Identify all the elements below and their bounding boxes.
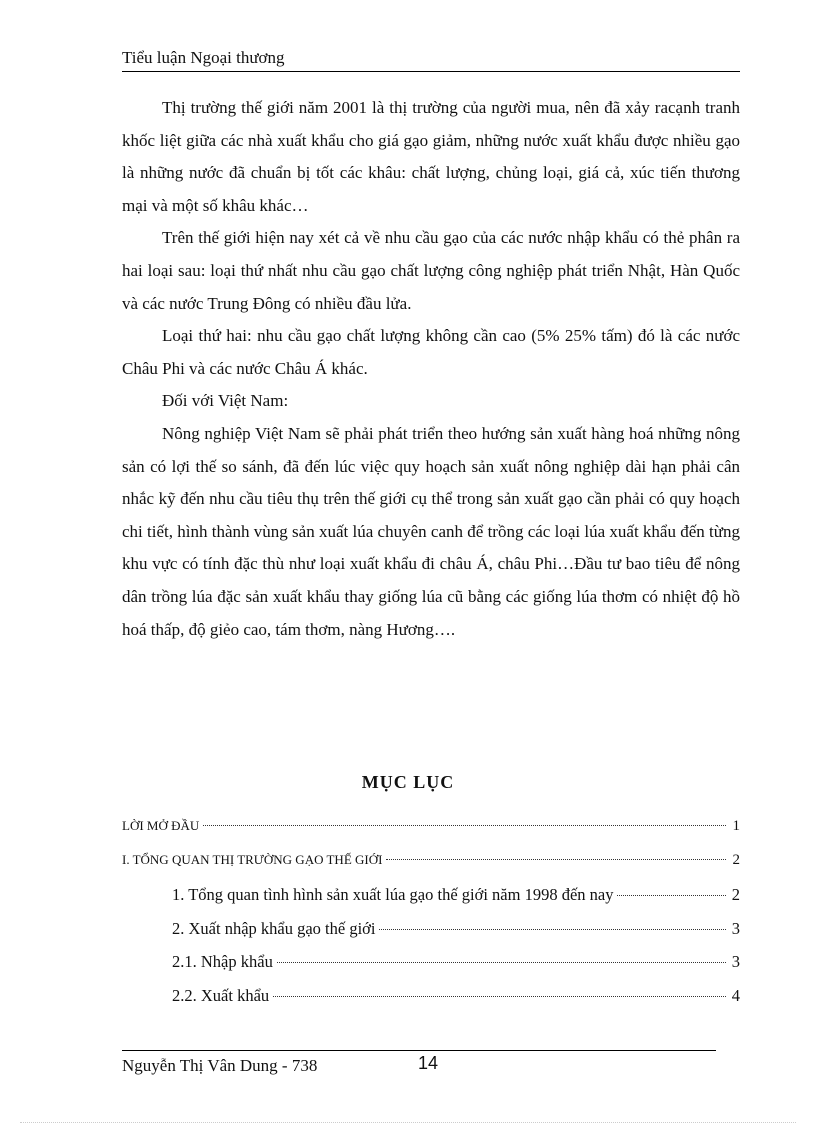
paragraph: Thị trường thế giới năm 2001 là thị trường của người mua, nên đã xảy racạnh tranh khốc liệt giữa các nhà xuất khẩu cho giá gạo giảm, những nước xuất khẩu được nhiều gạo là những nước đã chuẩn bị tốt các khâu: chất lượng, chủng loại, giá cả, xúc tiến thương mại và một số khâu khác… [122,98,740,215]
paragraph: Đối với Việt Nam: [162,391,289,411]
toc-entry-page: 3 [731,952,740,971]
footer-author: Nguyễn Thị Vân Dung - 738 [122,1056,318,1075]
toc-entry-page: 1 [732,818,740,834]
page-number: 14 [418,1053,439,1073]
toc-entry-label: 2.2. Xuất khẩu [172,985,270,1005]
header-title: Tiểu luận Ngoại thương [122,48,285,67]
toc-leader-dots [379,929,726,930]
toc-entry[interactable] [122,919,740,953]
page-header [122,48,740,72]
toc-entry[interactable] [122,852,740,886]
body-text [122,92,740,646]
toc-leader-dots [277,962,726,963]
toc-leader-dots [386,859,726,860]
toc-entry[interactable] [122,952,740,986]
paragraph: Nông nghiệp Việt Nam sẽ phải phát triển theo hướng sản xuất hàng hoá những nông sản có lợi thế so sánh, đã đến lúc việc quy hoạch sản xuất nông nghiệp dài hạn phải cân nhắc kỹ đến nhu cầu tiêu thụ trên thế giới cụ thể trong sản xuất gạo cần phải có quy hoạch chi tiết, hình thành vùng sản xuất lúa chuyên canh để trồng các loại lúa xuất khẩu đến từng khu vực có tính đặc thù như loại xuất khẩu đi châu Á, châu Phi…Đầu tư bao tiêu để nông dân trồng lúa đặc sản xuất khẩu thay giống lúa cũ bằng các giống lúa thơm có nhiệt độ hồ hoá thấp, độ giẻo cao, tám thơm, nàng Hương…. [122,423,740,639]
table-of-contents [122,818,740,1019]
toc-entry-label: LỜI MỞ ĐẦU [122,818,200,833]
toc-entry[interactable] [122,818,740,852]
toc-entry[interactable] [122,885,740,919]
paragraph: Loại thứ hai: nhu cầu gạo chất lượng không cần cao (5% 25% tấm) đó là các nước Châu Phi và các nước Châu Á khác. [122,326,740,378]
toc-leader-dots [273,996,726,997]
toc-leader-dots [617,895,726,896]
toc-entry-page: 4 [731,985,740,1005]
toc-entry-label: 2. Xuất nhập khẩu gạo thế giới [172,918,376,938]
toc-entry[interactable] [122,986,740,1020]
toc-entry-page: 2 [731,885,740,904]
toc-entry-label: 1. Tổng quan tình hình sản xuất lúa gạo thế giới năm 1998 đến nay [172,885,614,904]
paragraph: Trên thế giới hiện nay xét cả về nhu cầu gạo của các nước nhập khẩu có thẻ phân ra hai loại sau: loại thứ nhất nhu cầu gạo chất lượng công nghiệp phát triển Nhật, Hàn Quốc và các nước Trung Đông có nhiều đầu lửa. [122,228,740,313]
toc-title: MỤC LỤC [361,772,455,792]
toc-entry-label: 2.1. Nhập khẩu [172,952,273,971]
toc-entry-page: 2 [732,851,740,868]
footer-divider [122,1050,716,1051]
toc-leader-dots [203,825,726,826]
toc-entry-label: I. TỔNG QUAN THỊ TRƯỜNG GẠO THẾ GIỚI [122,851,383,867]
toc-entry-page: 3 [731,918,740,938]
